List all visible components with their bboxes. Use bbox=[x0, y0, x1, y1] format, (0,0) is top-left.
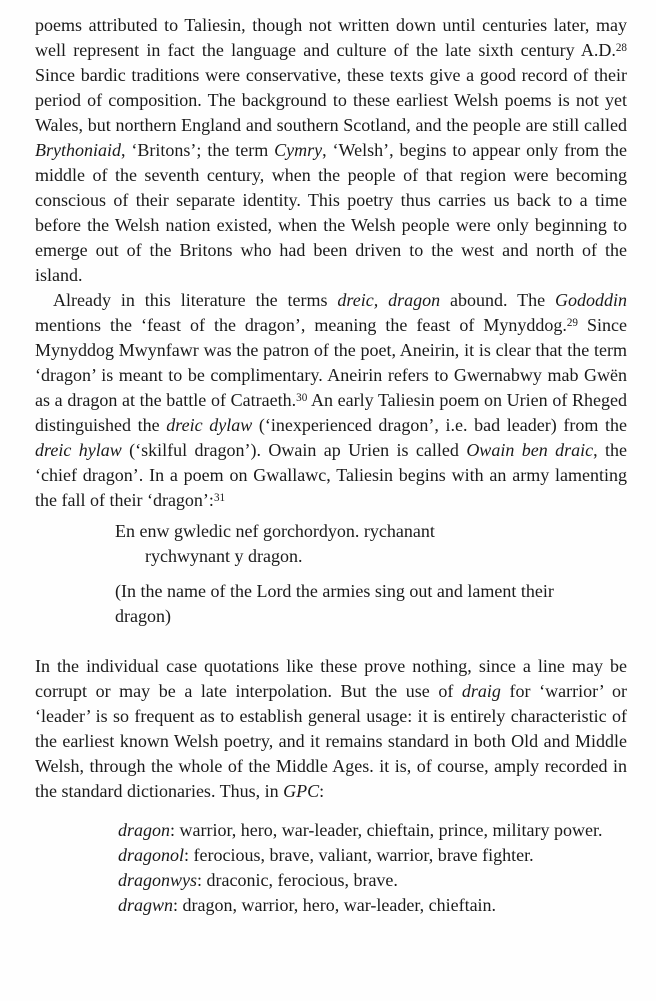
italic-term: dragonwys bbox=[118, 870, 198, 890]
footnote-reference: 28 bbox=[615, 41, 627, 54]
text-run: : warrior, hero, war-leader, chieftain, prince, military power. bbox=[170, 820, 603, 840]
text-run: Already in this literature the terms bbox=[53, 290, 338, 310]
italic-term: dreic, dragon bbox=[337, 290, 441, 310]
translation-line-1: (In the name of the Lord the armies sing out and lament their bbox=[115, 581, 554, 601]
footnote-reference: 31 bbox=[213, 491, 226, 504]
dictionary-definition-list bbox=[118, 818, 627, 918]
italic-term: dragwn bbox=[118, 895, 174, 915]
italic-term: Gododdin bbox=[555, 290, 628, 310]
verse-line-2: rychwynant y dragon. bbox=[145, 546, 303, 566]
text-run: abound. The bbox=[440, 290, 556, 310]
text-run: mentions the ‘feast of the dragon’, meaning the feast of Mynyddog. bbox=[35, 315, 567, 335]
verse-quote-welsh bbox=[115, 519, 627, 569]
text-run: Since Mynyddog Mwynfawr was the patron of the poet, Aneirin, it is clear that the term ‘dragon’ is meant to be complimentary. Aneirin refers to Gwernabwy mab Gwën as a dragon at the battle of Catraeth. bbox=[35, 315, 627, 410]
text-run: An early Taliesin poem on Urien of Rheged distinguished the bbox=[35, 390, 627, 435]
verse-translation bbox=[115, 579, 627, 629]
text-run: : dragon, warrior, hero, war-leader, chieftain. bbox=[173, 895, 497, 915]
italic-term: Brythoniaid bbox=[35, 140, 121, 160]
text-run: , the ‘chief dragon’. In a poem on Gwallawc, Taliesin begins with an army lamenting the fall of their ‘dragon’: bbox=[35, 440, 627, 510]
paragraph-dragon-terms bbox=[35, 288, 627, 513]
definition-entry-dragwn bbox=[118, 893, 627, 918]
translation-line-2: dragon) bbox=[115, 606, 171, 626]
definition-entry-dragonol bbox=[118, 843, 627, 868]
definition-entry-dragonwys bbox=[118, 868, 627, 893]
italic-term: Cymry bbox=[274, 140, 323, 160]
text-run: : bbox=[319, 781, 325, 801]
definition-entry-dragon bbox=[118, 818, 627, 843]
text-run: : ferocious, brave, valiant, warrior, brave fighter. bbox=[184, 845, 534, 865]
italic-term: dreic dylaw bbox=[166, 415, 253, 435]
verse-line-1: En enw gwledic nef gorchordyon. rychanant bbox=[115, 521, 435, 541]
text-run: for ‘warrior’ or ‘leader’ is so frequent as to establish general usage: it is entirely characteristic of the earliest known Welsh poetry, and it remains standard in both Old and Middle Welsh, through the whole of the Middle Ages. it is, of course, amply recorded in the standard dictionaries. Thus, in bbox=[35, 681, 627, 801]
text-run: In the individual case quotations like these prove nothing, since a line may be corrupt or may be a late interpolation. But the use of bbox=[35, 656, 627, 701]
italic-term: draig bbox=[461, 681, 501, 701]
text-run: (‘inexperienced dragon’, i.e. bad leader) from the bbox=[252, 415, 627, 435]
italic-term: Owain ben draic bbox=[466, 440, 594, 460]
text-run: , ‘Welsh’, begins to appear only from the middle of the seventh century, when the people of that region were becoming conscious of their separate identity. This poetry thus carries us back to a time before the Welsh nation existed, when the Welsh people were only beginning to emerge out of the Britons who had been driven to the west and north of the island. bbox=[35, 140, 627, 285]
italic-term: dreic hylaw bbox=[35, 440, 122, 460]
footnote-reference: 29 bbox=[566, 316, 578, 329]
text-run: poems attributed to Taliesin, though not written down until centuries later, may well represent in fact the language and culture of the late sixth century A.D. bbox=[35, 15, 627, 60]
text-run: (‘skilful dragon’). Owain ap Urien is called bbox=[121, 440, 467, 460]
italic-term: dragonol bbox=[118, 845, 185, 865]
footnote-reference: 30 bbox=[296, 391, 308, 404]
text-run: , ‘Britons’; the term bbox=[121, 140, 275, 160]
paragraph-opening bbox=[35, 13, 627, 288]
italic-term: dragon bbox=[118, 820, 171, 840]
paragraph-usage bbox=[35, 654, 627, 804]
text-run: : draconic, ferocious, brave. bbox=[197, 870, 398, 890]
italic-term: GPC bbox=[283, 781, 320, 801]
text-run: Since bardic traditions were conservative, these texts give a good record of their period of composition. The background to these earliest Welsh poems is not yet Wales, but northern England and southern Scotland, and the people are still called bbox=[35, 65, 627, 135]
